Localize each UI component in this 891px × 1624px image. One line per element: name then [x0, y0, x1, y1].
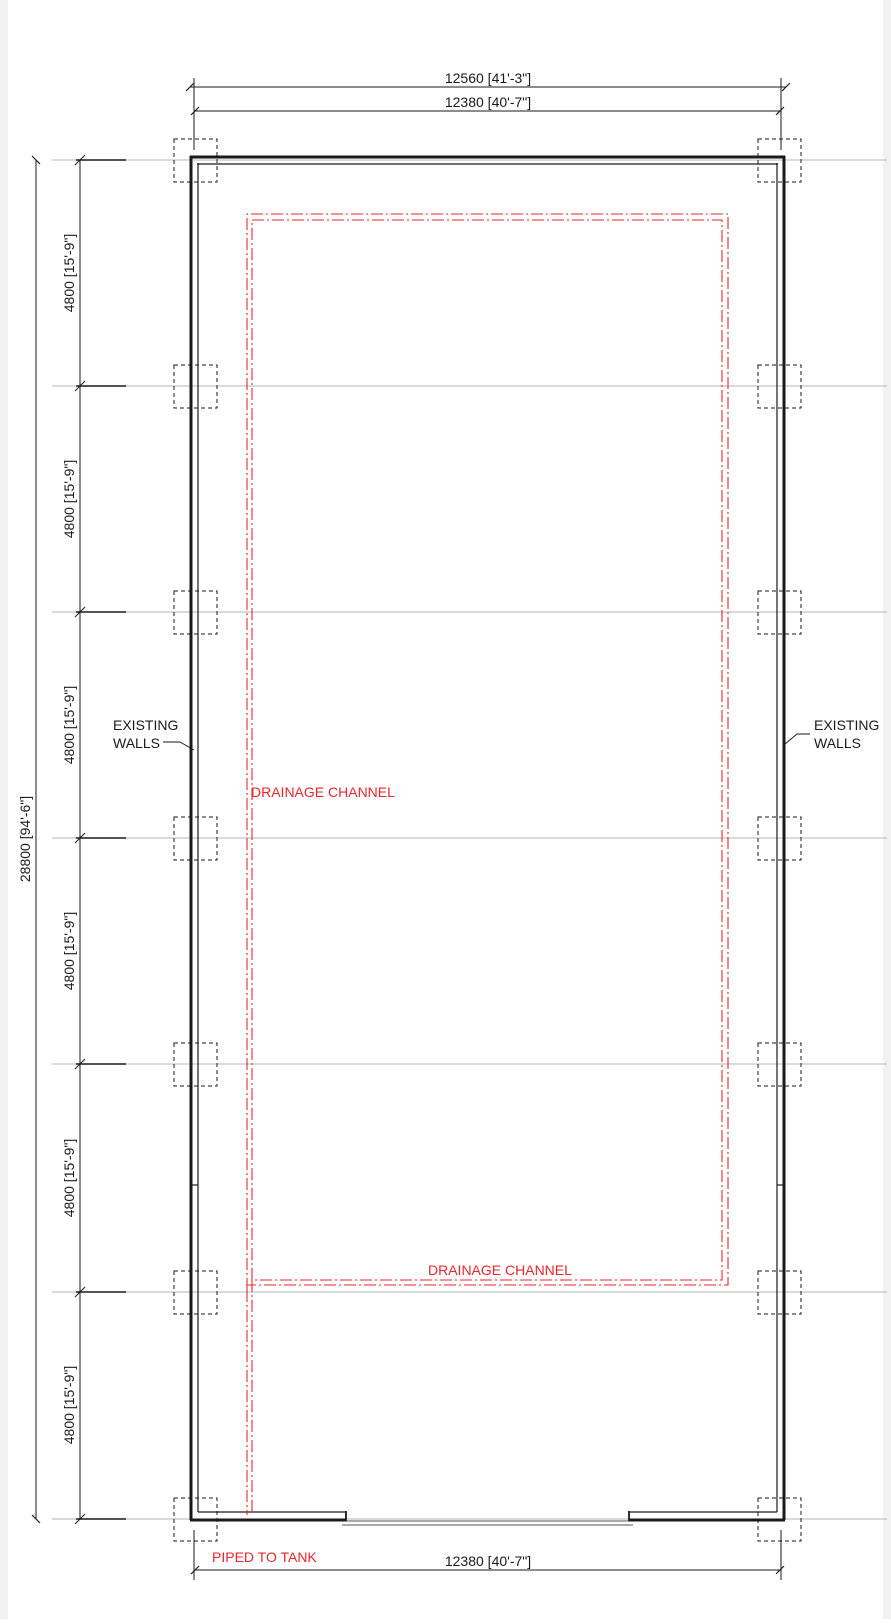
grid-lines — [52, 160, 887, 1519]
drainage-channel-label-side: DRAINAGE CHANNEL — [251, 784, 395, 800]
page-left-strip — [0, 0, 8, 1619]
leader-lines — [163, 734, 810, 750]
dim-bay-length: 4800 [15'-9"] — [61, 685, 77, 765]
building-walls — [190, 156, 785, 1525]
drainage-channel — [247, 214, 728, 1515]
dim-overall-length: 28800 [94'-6"] — [17, 795, 33, 883]
drainage-channel-inner — [252, 220, 722, 1280]
piped-to-tank-label: PIPED TO TANK — [212, 1549, 317, 1565]
dim-inner-width-top: 12380 [40'-7"] — [444, 94, 532, 110]
dimension-labels — [17, 70, 531, 1569]
dimension-lines — [36, 78, 786, 1580]
drainage-channel-outer — [247, 214, 728, 1290]
existing-walls-right-line1: EXISTING — [814, 717, 880, 733]
dim-overall-width: 12560 [41'-3"] — [444, 70, 532, 86]
page-right-strip — [883, 0, 891, 1619]
leader-existing-walls-left — [163, 742, 194, 750]
annotations — [113, 717, 879, 751]
drainage-channel-label-bottom: DRAINAGE CHANNEL — [428, 1262, 572, 1278]
leader-existing-walls-right — [785, 734, 810, 744]
dim-inner-width-bottom: 12380 [40'-7"] — [444, 1553, 532, 1569]
existing-walls-right-line2: WALLS — [814, 735, 861, 751]
dim-bay-length: 4800 [15'-9"] — [61, 233, 77, 313]
dim-bay-length: 4800 [15'-9"] — [61, 1365, 77, 1445]
footings — [174, 139, 801, 1541]
existing-walls-left-line1: EXISTING — [113, 717, 179, 733]
dim-bay-length: 4800 [15'-9"] — [61, 459, 77, 539]
drainage-annotations — [212, 784, 572, 1565]
dim-bay-length: 4800 [15'-9"] — [61, 1138, 77, 1218]
dim-bay-length: 4800 [15'-9"] — [61, 911, 77, 991]
bay-dimension-ticks — [75, 155, 126, 1524]
existing-walls-left-line2: WALLS — [113, 735, 160, 751]
